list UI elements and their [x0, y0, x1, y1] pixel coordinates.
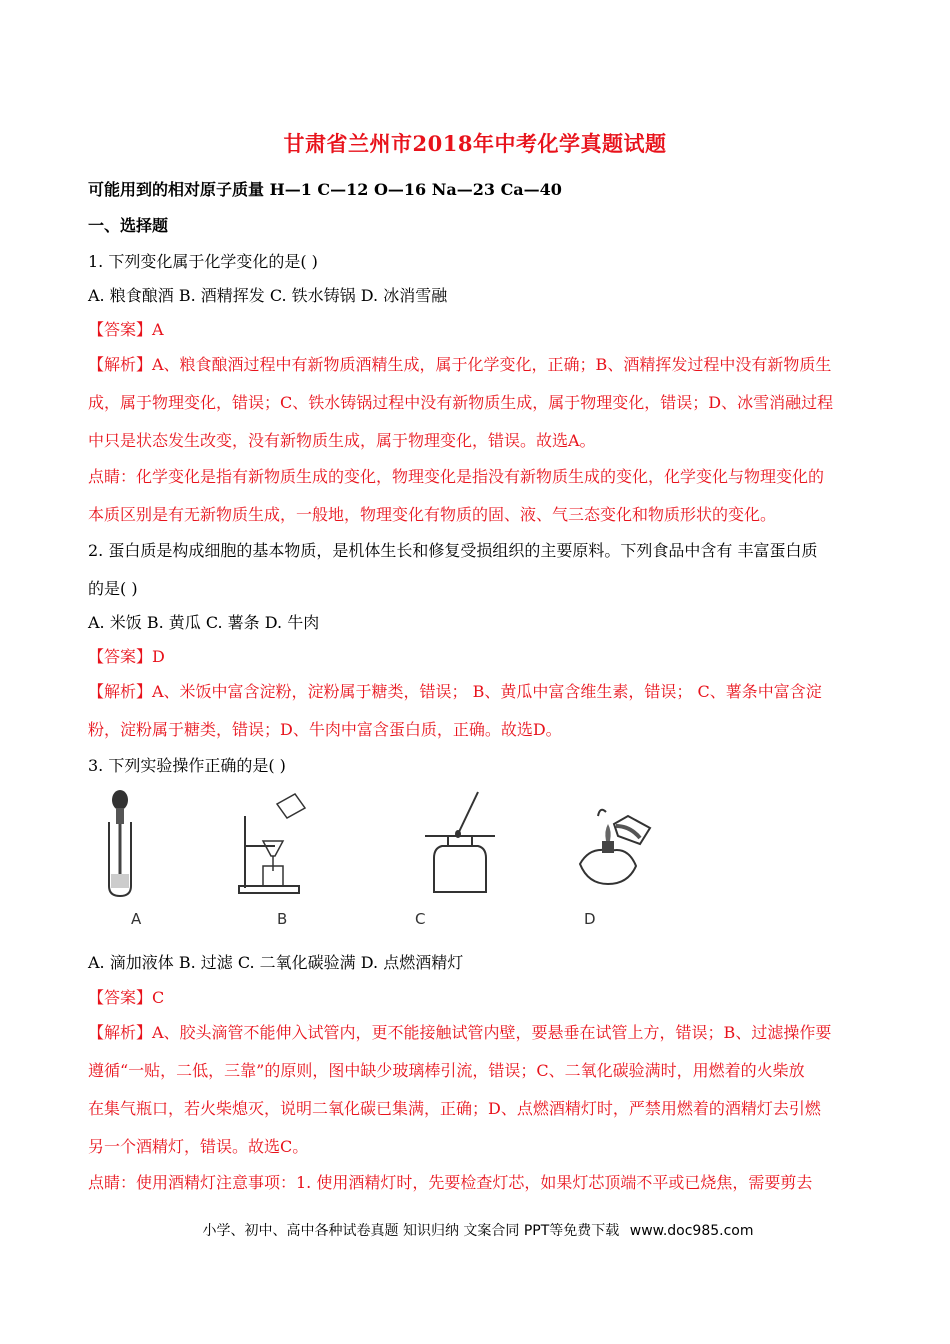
q1-analysis-line: 【解析】A、粮食酿酒过程中有新物质酒精生成，属于化学变化，正确；B、酒精挥发过程中没有新物质生	[88, 355, 832, 374]
filtration-figure	[235, 786, 315, 901]
figure-label-c: C	[415, 910, 426, 928]
q2-stem-line: 的是( )	[88, 579, 138, 598]
q1-options: A. 粮食酿酒 B. 酒精挥发 C. 铁水铸锅 D. 冰消雪融	[88, 286, 448, 305]
q1-tip-line: 点睛：化学变化是指有新物质生成的变化，物理变化是指没有新物质生成的变化，化学变化与物理变化的	[88, 467, 825, 486]
figure-label-b: B	[277, 910, 288, 928]
atomic-mass-line: 可能用到的相对原子质量 H—1 C—12 O—16 Na—23 Ca—40	[88, 180, 562, 199]
q3-options: A. 滴加液体 B. 过滤 C. 二氧化碳验满 D. 点燃酒精灯	[88, 953, 464, 972]
q3-analysis-line: 另一个酒精灯，错误。故选C。	[88, 1137, 309, 1156]
figure-label-a: A	[131, 910, 142, 928]
dropper-testtube-figure	[100, 786, 140, 901]
alcohol-lamp-figure	[570, 786, 660, 901]
q2-answer: 【答案】D	[88, 647, 165, 666]
footer-url[interactable]: www.doc985.com	[629, 1223, 754, 1239]
q1-tip-line: 本质区别是有无新物质生成，一般地，物理变化有物质的固、液、气三态变化和物质形状的变化。	[88, 505, 777, 524]
q1-analysis-line: 中只是状态发生改变，没有新物质生成，属于物理变化，错误。故选A。	[88, 431, 596, 450]
q2-options: A. 米饭 B. 黄瓜 C. 薯条 D. 牛肉	[88, 613, 320, 632]
q2-analysis-line: 粉，淀粉属于糖类，错误；D、牛肉中富含蛋白质，正确。故选D。	[88, 720, 562, 739]
section-heading: 一、选择题	[88, 216, 169, 235]
q3-analysis-line: 遵循“一贴，二低，三靠”的原则，图中缺少玻璃棒引流，错误；C、二氧化碳验满时，用燃着的火柴放	[88, 1061, 805, 1080]
q3-analysis-line: 在集气瓶口，若火柴熄灭，说明二氧化碳已集满，正确；D、点燃酒精灯时，严禁用燃着的酒精灯去引燃	[88, 1099, 821, 1118]
gas-bottle-figure	[420, 786, 500, 901]
q3-tip-line: 点睛：使用酒精灯注意事项：1. 使用酒精灯时，先要检查灯芯，如果灯芯顶端不平或已烧焦，需要剪去	[88, 1173, 813, 1192]
q3-stem: 3. 下列实验操作正确的是( )	[88, 756, 286, 775]
figure-label-d: D	[584, 910, 596, 928]
q2-stem-line: 2. 蛋白质是构成细胞的基本物质，是机体生长和修复受损组织的主要原料。下列食品中含有 丰富蛋白质	[88, 541, 818, 560]
q3-analysis-line: 【解析】A、胶头滴管不能伸入试管内，更不能接触试管内壁，要悬垂在试管上方，错误；B、过滤操作要	[88, 1023, 832, 1042]
q1-answer: 【答案】A	[88, 320, 164, 339]
q3-answer: 【答案】C	[88, 988, 165, 1007]
q1-stem: 1. 下列变化属于化学变化的是( )	[88, 252, 318, 271]
footer-text: 小学、初中、高中各种试卷真题 知识归纳 文案合同 PPT等免费下载	[202, 1223, 620, 1239]
page-footer	[0, 1220, 950, 1240]
q2-analysis-line: 【解析】A、米饭中富含淀粉，淀粉属于糖类，错误； B、黄瓜中富含维生素，错误； C、薯条中富含淀	[88, 682, 822, 701]
page-title: 甘肃省兰州市2018年中考化学真题试题	[283, 131, 667, 156]
q1-analysis-line: 成，属于物理变化，错误；C、铁水铸锅过程中没有新物质生成，属于物理变化，错误；D、冰雪消融过程	[88, 393, 834, 412]
